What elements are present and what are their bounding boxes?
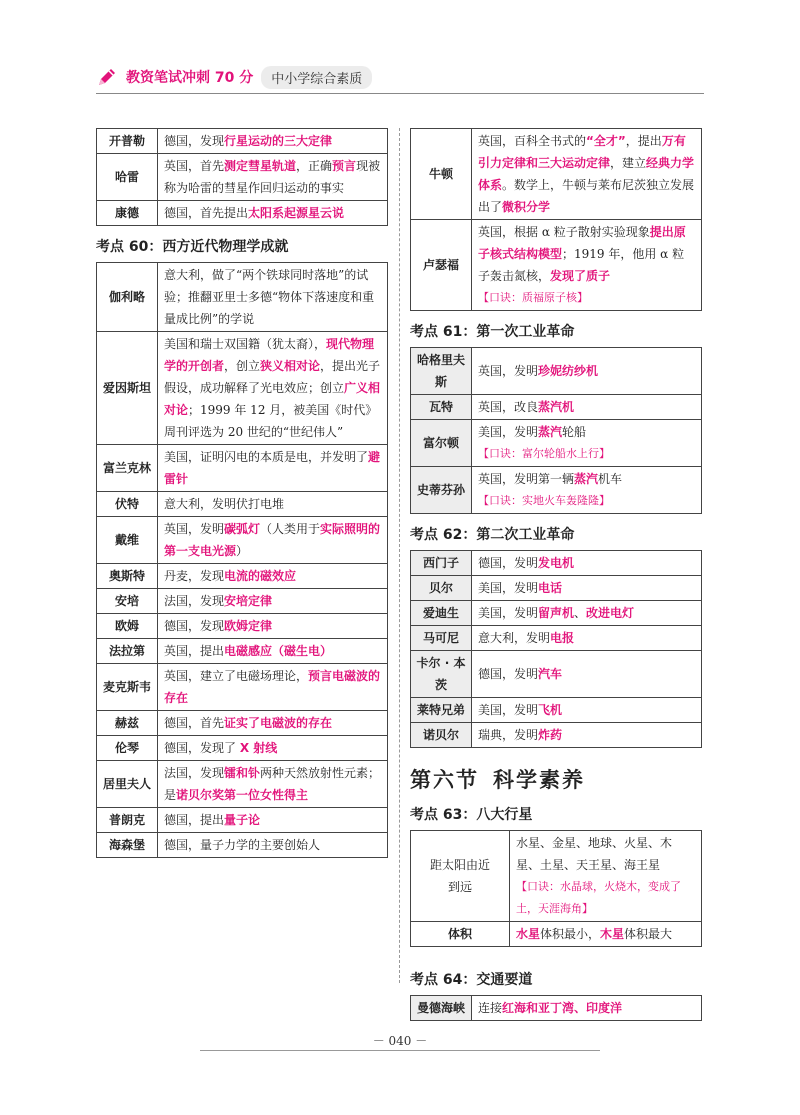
highlight-text: 珍妮纺纱机 — [538, 364, 599, 378]
row-content — [158, 154, 388, 201]
text-segment: 英国，改良 — [478, 400, 539, 414]
table-row — [411, 922, 702, 947]
text-segment: 德国，量子力学的主要创始人 — [164, 838, 321, 852]
row-content — [158, 808, 388, 833]
text-segment: ） — [236, 544, 249, 558]
text-segment: ，提出光子假设，成功解释了光电效应；创立 — [164, 359, 381, 395]
row-label: 安培 — [97, 589, 158, 614]
text-segment: ，提出 — [625, 134, 662, 148]
physics-table — [96, 262, 388, 858]
highlight-text: 汽车 — [538, 667, 563, 681]
highlight-text: 发现了质子 — [550, 269, 611, 283]
text-segment: 美国，发明 — [478, 425, 539, 439]
scientist-table — [410, 128, 702, 311]
table-row — [411, 348, 702, 395]
text-segment: 英国，首先 — [164, 159, 225, 173]
table-row — [97, 639, 388, 664]
table-row — [97, 492, 388, 517]
row-label: 卢瑟福 — [411, 220, 472, 311]
table-row — [97, 664, 388, 711]
text-segment: 英国，百科全书式的 — [478, 134, 587, 148]
row-label: 哈雷 — [97, 154, 158, 201]
highlight-text: 现代物理学的开创者 — [164, 337, 375, 373]
page-number: － 040 － — [372, 1034, 428, 1048]
highlight-text: 避雷针 — [164, 450, 381, 486]
highlight-text: 蒸汽机 — [538, 400, 575, 414]
row-label: 距太阳由近到远 — [411, 831, 510, 922]
section-60-title: 考点 60：西方近代物理学成就 — [96, 239, 289, 255]
text-segment: 美国，发明 — [478, 581, 539, 595]
table-row — [97, 736, 388, 761]
row-content — [510, 922, 702, 947]
page-header — [96, 64, 372, 90]
row-label: 莱特兄弟 — [411, 698, 472, 723]
table-row — [411, 576, 702, 601]
industrial-revolution-1-table — [410, 347, 702, 514]
mnemonic-note: 【口诀：实地火车轰隆隆】 — [478, 494, 610, 507]
row-label: 普朗克 — [97, 808, 158, 833]
row-content — [472, 420, 702, 467]
table-row — [411, 129, 702, 220]
text-segment: 英国，提出 — [164, 644, 225, 658]
text-segment: 体积最小， — [540, 927, 601, 941]
highlight-text: 诺贝尔奖第一位女性得主 — [176, 788, 309, 802]
table-row — [97, 129, 388, 154]
highlight-text: 预言电磁波的存在 — [164, 669, 381, 705]
highlight-text: 碳弧灯 — [224, 522, 261, 536]
row-content — [472, 551, 702, 576]
highlight-text: 改进电灯 — [586, 606, 635, 620]
industrial-revolution-2-table — [410, 550, 702, 748]
text-segment: ；1919 年，他用 α 粒子轰击氮核， — [478, 247, 685, 283]
row-label: 富尔顿 — [411, 420, 472, 467]
row-content — [158, 614, 388, 639]
row-content — [158, 517, 388, 564]
text-segment: 现被称为哈雷的彗星作回归运动的事实 — [164, 159, 381, 195]
text-segment: 瑞典，发明 — [478, 728, 539, 742]
row-label: 史蒂芬孙 — [411, 467, 472, 514]
text-segment: 美国和瑞士双国籍（犹太裔）， — [164, 337, 327, 351]
highlight-text: 预言 — [332, 159, 357, 173]
chapter-title: 第六节 科学素养 — [410, 767, 585, 792]
row-content — [472, 576, 702, 601]
row-label: 体积 — [411, 922, 510, 947]
row-label: 康德 — [97, 201, 158, 226]
highlight-text: 测定彗星轨道 — [224, 159, 297, 173]
row-content — [158, 711, 388, 736]
text-segment: 英国，发明 — [164, 522, 225, 536]
table-row — [97, 517, 388, 564]
row-content — [158, 332, 388, 445]
row-content — [158, 736, 388, 761]
text-segment: 水星、金星、地球、火星、木星、土星、天王星、海王星 — [516, 836, 673, 872]
text-segment: 体积最大 — [624, 927, 673, 941]
straits-table — [410, 995, 702, 1021]
table-row — [97, 808, 388, 833]
text-segment: 意大利，发明伏打电堆 — [164, 497, 285, 511]
table-row — [97, 332, 388, 445]
row-label: 欧姆 — [97, 614, 158, 639]
row-content — [158, 664, 388, 711]
highlight-text: 提出原子核式结构模型 — [478, 225, 686, 261]
text-segment: 英国，发明 — [478, 364, 539, 378]
text-segment: 连接 — [478, 1001, 503, 1015]
row-content — [472, 723, 702, 748]
row-content — [472, 996, 702, 1021]
table-row — [97, 589, 388, 614]
highlight-text: 水星 — [516, 927, 541, 941]
highlight-text: 行星运动的三大定律 — [224, 134, 333, 148]
table-row — [411, 996, 702, 1021]
row-label: 哈格里夫斯 — [411, 348, 472, 395]
row-label: 瓦特 — [411, 395, 472, 420]
row-label: 伦琴 — [97, 736, 158, 761]
highlight-text: 微积分学 — [502, 200, 551, 214]
header-title: 教资笔试冲刺 70 分 — [126, 70, 254, 86]
row-label: 马可尼 — [411, 626, 472, 651]
highlight-text: 狭义相对论 — [260, 359, 321, 373]
text-segment: 法国，发现 — [164, 766, 225, 780]
row-content — [472, 601, 702, 626]
row-label: 戴维 — [97, 517, 158, 564]
header-badge: 中小学综合素质 — [261, 66, 372, 89]
highlight-text: 蒸汽 — [574, 472, 599, 486]
highlight-text: 电流的磁效应 — [224, 569, 297, 583]
section-64-title: 考点 64：交通要道 — [410, 972, 533, 988]
text-segment: 德国，发现 — [164, 619, 225, 633]
row-content — [472, 467, 702, 514]
row-content — [510, 831, 702, 922]
row-content — [158, 263, 388, 332]
highlight-text: 电话 — [538, 581, 563, 595]
mnemonic-note: 【口诀：水晶球，火烧木，变成了土，天涯海角】 — [516, 880, 681, 915]
highlight-text: 电报 — [550, 631, 575, 645]
text-segment: 德国，首先提出 — [164, 206, 249, 220]
table-row — [97, 201, 388, 226]
row-content — [472, 129, 702, 220]
highlight-text: 经典力学体系 — [478, 156, 695, 192]
text-segment: 、 — [574, 606, 587, 620]
text-segment: 丹麦，发现 — [164, 569, 225, 583]
section-61-title: 考点 61：第一次工业革命 — [410, 324, 575, 340]
chapter-subtitle: 科学素养 — [493, 767, 585, 792]
row-label: 富兰克林 — [97, 445, 158, 492]
text-segment: 轮船 — [562, 425, 587, 439]
highlight-text: 木星 — [600, 927, 625, 941]
row-label: 爱因斯坦 — [97, 332, 158, 445]
footer-divider — [200, 1050, 600, 1051]
text-segment: 意大利，发明 — [478, 631, 551, 645]
table-row — [411, 467, 702, 514]
table-row — [97, 761, 388, 808]
row-label: 诺贝尔 — [411, 723, 472, 748]
highlight-text: 红海和亚丁湾、印度洋 — [502, 1001, 623, 1015]
row-label: 赫兹 — [97, 711, 158, 736]
table-row — [411, 395, 702, 420]
highlight-text: 量子论 — [224, 813, 261, 827]
row-label: 爱迪生 — [411, 601, 472, 626]
text-segment: 德国，发现 — [164, 134, 225, 148]
planets-table — [410, 830, 702, 947]
row-content — [158, 445, 388, 492]
table-row — [411, 698, 702, 723]
row-content — [158, 201, 388, 226]
highlight-text: 万有引力定律和三大运动定律 — [478, 134, 686, 170]
highlight-text: “全才” — [586, 134, 626, 148]
row-content — [158, 129, 388, 154]
text-segment: 。数学上，牛顿与莱布尼茨独立发展出了 — [478, 178, 695, 214]
text-segment: 德国，发明 — [478, 556, 539, 570]
highlight-text: 留声机 — [538, 606, 575, 620]
row-content — [472, 698, 702, 723]
highlight-text: 实际照明的第一支电光源 — [164, 522, 381, 558]
column-divider — [399, 128, 400, 983]
table-row — [97, 154, 388, 201]
text-segment: 英国，建立了电磁场理论， — [164, 669, 309, 683]
table-row — [411, 831, 702, 922]
highlight-text: X 射线 — [239, 741, 278, 755]
row-content — [472, 348, 702, 395]
highlight-text: 发电机 — [538, 556, 575, 570]
row-label: 贝尔 — [411, 576, 472, 601]
row-content — [472, 220, 702, 311]
text-segment: 英国，根据 α 粒子散射实验现象 — [478, 225, 650, 239]
text-segment: 德国，发现了 — [164, 741, 240, 755]
right-column — [410, 128, 702, 1021]
text-segment: 美国，证明闪电的本质是电，并发明了 — [164, 450, 369, 464]
header-divider — [96, 93, 704, 94]
table-row — [97, 833, 388, 858]
highlight-text: 安培定律 — [224, 594, 273, 608]
row-content — [158, 492, 388, 517]
highlight-text: 太阳系起源星云说 — [248, 206, 345, 220]
pencil-icon — [96, 66, 118, 88]
table-row — [411, 651, 702, 698]
text-segment: 法国，发现 — [164, 594, 225, 608]
row-content — [158, 589, 388, 614]
row-content — [472, 626, 702, 651]
table-row — [411, 626, 702, 651]
mnemonic-note: 【口诀：富尔轮船水上行】 — [478, 447, 610, 460]
table-row — [411, 420, 702, 467]
row-label: 法拉第 — [97, 639, 158, 664]
table-row — [411, 551, 702, 576]
highlight-text: 证实了电磁波的存在 — [224, 716, 333, 730]
text-segment: 意大利，做了“两个铁球同时落地”的试验；推翻亚里士多德“物体下落速度和重量成比例”的学说 — [164, 268, 375, 326]
table-row — [411, 723, 702, 748]
row-label: 伽利略 — [97, 263, 158, 332]
text-segment: 德国，发明 — [478, 667, 539, 681]
text-segment: 德国，提出 — [164, 813, 225, 827]
left-column — [96, 128, 388, 858]
table-row — [97, 445, 388, 492]
highlight-text: 飞机 — [538, 703, 563, 717]
highlight-text: 欧姆定律 — [224, 619, 273, 633]
text-segment: ，创立 — [224, 359, 261, 373]
row-label: 海森堡 — [97, 833, 158, 858]
section-63-title: 考点 63：八大行星 — [410, 807, 533, 823]
text-segment: 美国，发明 — [478, 703, 539, 717]
row-content — [158, 564, 388, 589]
text-segment: ；1999 年 12 月，被美国《时代》周刊评选为 20 世纪的“世纪伟人” — [164, 403, 378, 439]
mnemonic-note: 【口诀：质福原子核】 — [478, 291, 588, 304]
row-label: 居里夫人 — [97, 761, 158, 808]
row-label: 曼德海峡 — [411, 996, 472, 1021]
highlight-text: 镭和钋 — [224, 766, 261, 780]
row-label: 西门子 — [411, 551, 472, 576]
table-row — [411, 220, 702, 311]
text-segment: 德国，首先 — [164, 716, 225, 730]
table-row — [97, 564, 388, 589]
table-row — [411, 601, 702, 626]
text-segment: ，建立 — [610, 156, 647, 170]
row-label: 麦克斯韦 — [97, 664, 158, 711]
astronomy-table — [96, 128, 388, 226]
row-label: 牛顿 — [411, 129, 472, 220]
text-segment: 机车 — [598, 472, 623, 486]
table-row — [97, 711, 388, 736]
highlight-text: 电磁感应（磁生电） — [224, 644, 333, 658]
text-segment: 美国，发明 — [478, 606, 539, 620]
section-62-title: 考点 62：第二次工业革命 — [410, 527, 575, 543]
highlight-text: 蒸汽 — [538, 425, 563, 439]
text-segment: ，正确 — [296, 159, 333, 173]
row-label: 开普勒 — [97, 129, 158, 154]
row-label: 卡尔 · 本茨 — [411, 651, 472, 698]
table-row — [97, 614, 388, 639]
table-row — [97, 263, 388, 332]
row-content — [158, 761, 388, 808]
row-label: 奥斯特 — [97, 564, 158, 589]
row-label: 伏特 — [97, 492, 158, 517]
highlight-text: 广义相对论 — [164, 381, 381, 417]
row-content — [158, 639, 388, 664]
row-content — [158, 833, 388, 858]
highlight-text: 炸药 — [538, 728, 563, 742]
row-content — [472, 395, 702, 420]
text-segment: （人类用于 — [260, 522, 321, 536]
text-segment: 英国，发明第一辆 — [478, 472, 575, 486]
row-content — [472, 651, 702, 698]
text-segment: 两种天然放射性元素；是 — [164, 766, 381, 802]
